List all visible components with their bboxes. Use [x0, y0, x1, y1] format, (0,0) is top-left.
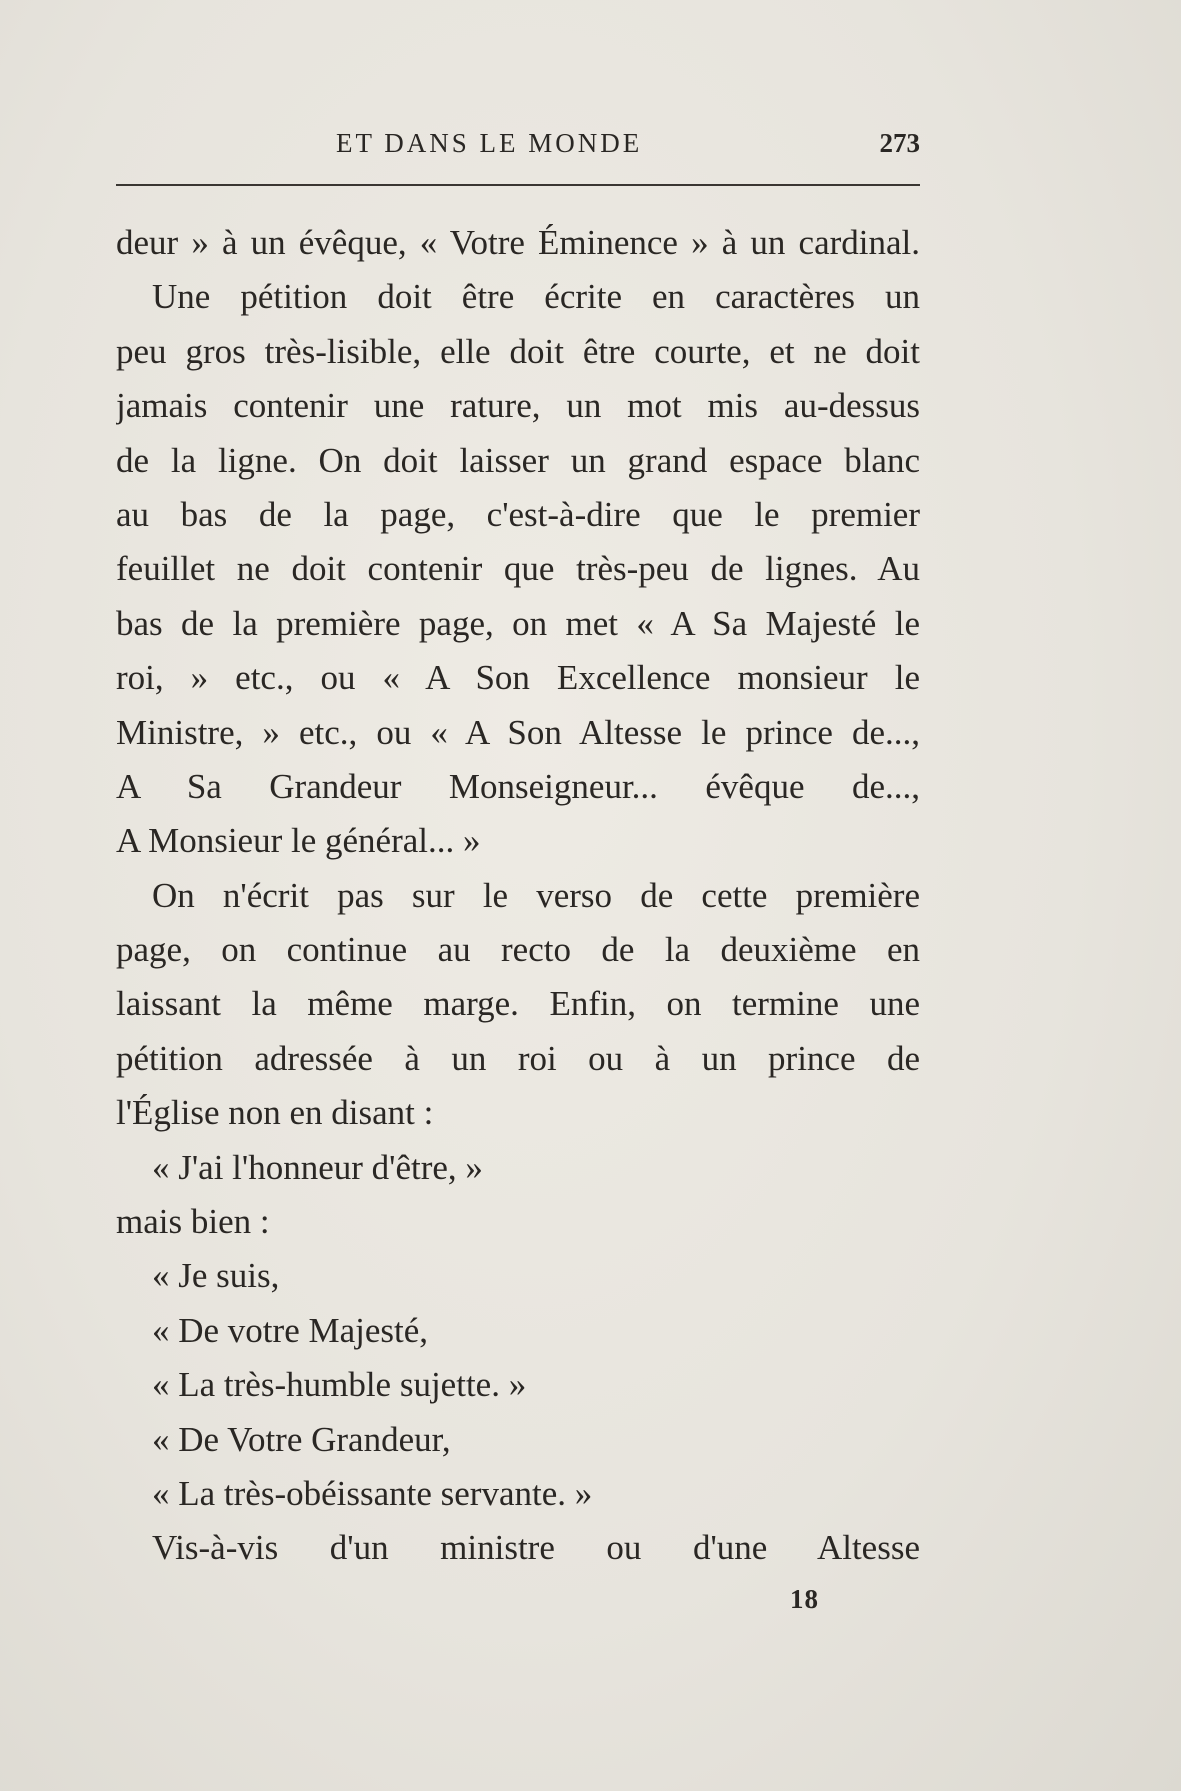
- text-line: jamais contenir une rature, un mot mis au-dessus: [116, 386, 920, 426]
- text-line: Vis-à-vis d'un ministre ou d'une Altesse: [152, 1528, 920, 1568]
- text-line: mais bien :: [116, 1202, 270, 1242]
- text-line: au bas de la page, c'est-à-dire que le premier: [116, 494, 920, 534]
- text-line: peu gros très-lisible, elle doit être courte, et ne doit: [116, 331, 920, 371]
- text-line: de la ligne. On doit laisser un grand espace blanc: [116, 440, 920, 480]
- text-line: feuillet ne doit contenir que très-peu de lignes. Au: [116, 549, 920, 589]
- text-line: deur » à un évêque, « Votre Éminence » à un cardinal.: [116, 223, 920, 262]
- quote-line: « De votre Majesté,: [152, 1310, 429, 1350]
- quote-line: « La très-humble sujette. »: [152, 1365, 527, 1405]
- text-line: bas de la première page, on met « A Sa Majesté le: [116, 603, 920, 643]
- text-line: laissant la même marge. Enfin, on termine une: [116, 984, 920, 1024]
- text-line: Une pétition doit être écrite en caractères un: [152, 277, 920, 317]
- quote-line: « De Votre Grandeur,: [152, 1419, 451, 1459]
- text-line: pétition adressée à un roi ou à un prince de: [116, 1038, 920, 1078]
- text-line: page, on continue au recto de la deuxième en: [116, 930, 920, 970]
- running-title: ET DANS LE MONDE: [336, 128, 643, 158]
- running-header: [116, 124, 920, 164]
- text-line: Ministre, » etc., ou « A Son Altesse le prince de...,: [116, 712, 920, 752]
- text-line: A Sa Grandeur Monseigneur... évêque de...,: [116, 766, 920, 806]
- text-line: roi, » etc., ou « A Son Excellence monsieur le: [116, 658, 920, 698]
- text-line: A Monsieur le général... »: [116, 821, 481, 861]
- header-rule: [116, 184, 920, 186]
- signature-mark: 18: [790, 1584, 819, 1614]
- text-line: l'Église non en disant :: [116, 1093, 434, 1133]
- page-number: 273: [879, 128, 920, 158]
- quote-line: « J'ai l'honneur d'être, »: [152, 1147, 483, 1187]
- quote-line: « Je suis,: [152, 1256, 280, 1296]
- text-line: On n'écrit pas sur le verso de cette première: [152, 875, 920, 915]
- body-text: [116, 216, 920, 1576]
- quote-line: « La très-obéissante servante. »: [152, 1473, 593, 1513]
